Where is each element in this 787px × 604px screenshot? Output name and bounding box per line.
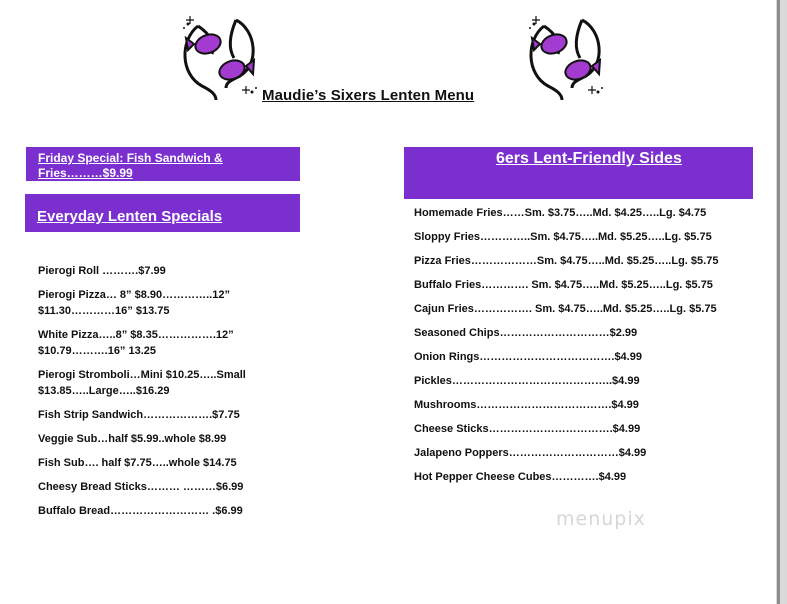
side-item: Cajun Fries……………. Sm. $4.75…..Md. $5.25…..Lg. $5.75 [414, 303, 717, 315]
menu-item: Fish Strip Sandwich……………….$7.75 [38, 409, 240, 421]
side-item: Pickles……………………………………..$4.99 [414, 375, 640, 387]
sides-heading: 6ers Lent-Friendly Sides [496, 150, 682, 167]
sides-list [414, 205, 754, 493]
pisces-fish-icon [176, 14, 264, 102]
menu-item: Fish Sub…. half $7.75…..whole $14.75 [38, 457, 237, 469]
friday-special-text: Friday Special: Fish Sandwich & Fries………$9.99 [38, 151, 223, 180]
everyday-specials-banner [25, 194, 300, 232]
menu-item: Pierogi Stromboli…Mini $10.25…..Small $13.85…..Large…..$16.29 [38, 369, 246, 397]
watermark: menupix [556, 508, 646, 530]
side-item: Homemade Fries……Sm. $3.75…..Md. $4.25…..Lg. $4.75 [414, 207, 707, 219]
menu-title: Maudie’s Sixers Lenten Menu [262, 87, 475, 104]
page-edge-line [777, 0, 780, 604]
everyday-specials-list [38, 263, 296, 527]
side-item: Cheese Sticks…………………………….$4.99 [414, 423, 641, 435]
side-item: Jalapeno Poppers…………………………$4.99 [414, 447, 647, 459]
sides-banner [404, 147, 753, 199]
everyday-specials-heading: Everyday Lenten Specials [37, 208, 223, 225]
side-item: Onion Rings……………………………….$4.99 [414, 351, 642, 363]
menu-item: Veggie Sub…half $5.99..whole $8.99 [38, 433, 227, 445]
menu-item: Cheesy Bread Sticks……… ………$6.99 [38, 481, 244, 493]
menu-item: Pierogi Pizza… 8” $8.90…………..12” $11.30…………16” $13.75 [38, 289, 230, 317]
side-item: Seasoned Chips…………………………$2.99 [414, 327, 638, 339]
menu-item: Pierogi Roll ……….$7.99 [38, 265, 166, 277]
menu-item: White Pizza…..8” $8.35…………….12” $10.79……….16” 13.25 [38, 329, 234, 357]
side-item: Hot Pepper Cheese Cubes………….$4.99 [414, 471, 627, 483]
pisces-fish-icon [522, 14, 610, 102]
menu-item: Buffalo Bread……………………… .$6.99 [38, 505, 243, 517]
friday-special-banner [26, 147, 300, 181]
side-item: Mushrooms……………………………….$4.99 [414, 399, 639, 411]
side-item: Pizza Fries………………Sm. $4.75…..Md. $5.25…..Lg. $5.75 [414, 255, 719, 267]
side-item: Sloppy Fries…………..Sm. $4.75…..Md. $5.25…..Lg. $5.75 [414, 231, 712, 243]
side-item: Buffalo Fries…………. Sm. $4.75…..Md. $5.25…..Lg. $5.75 [414, 279, 713, 291]
